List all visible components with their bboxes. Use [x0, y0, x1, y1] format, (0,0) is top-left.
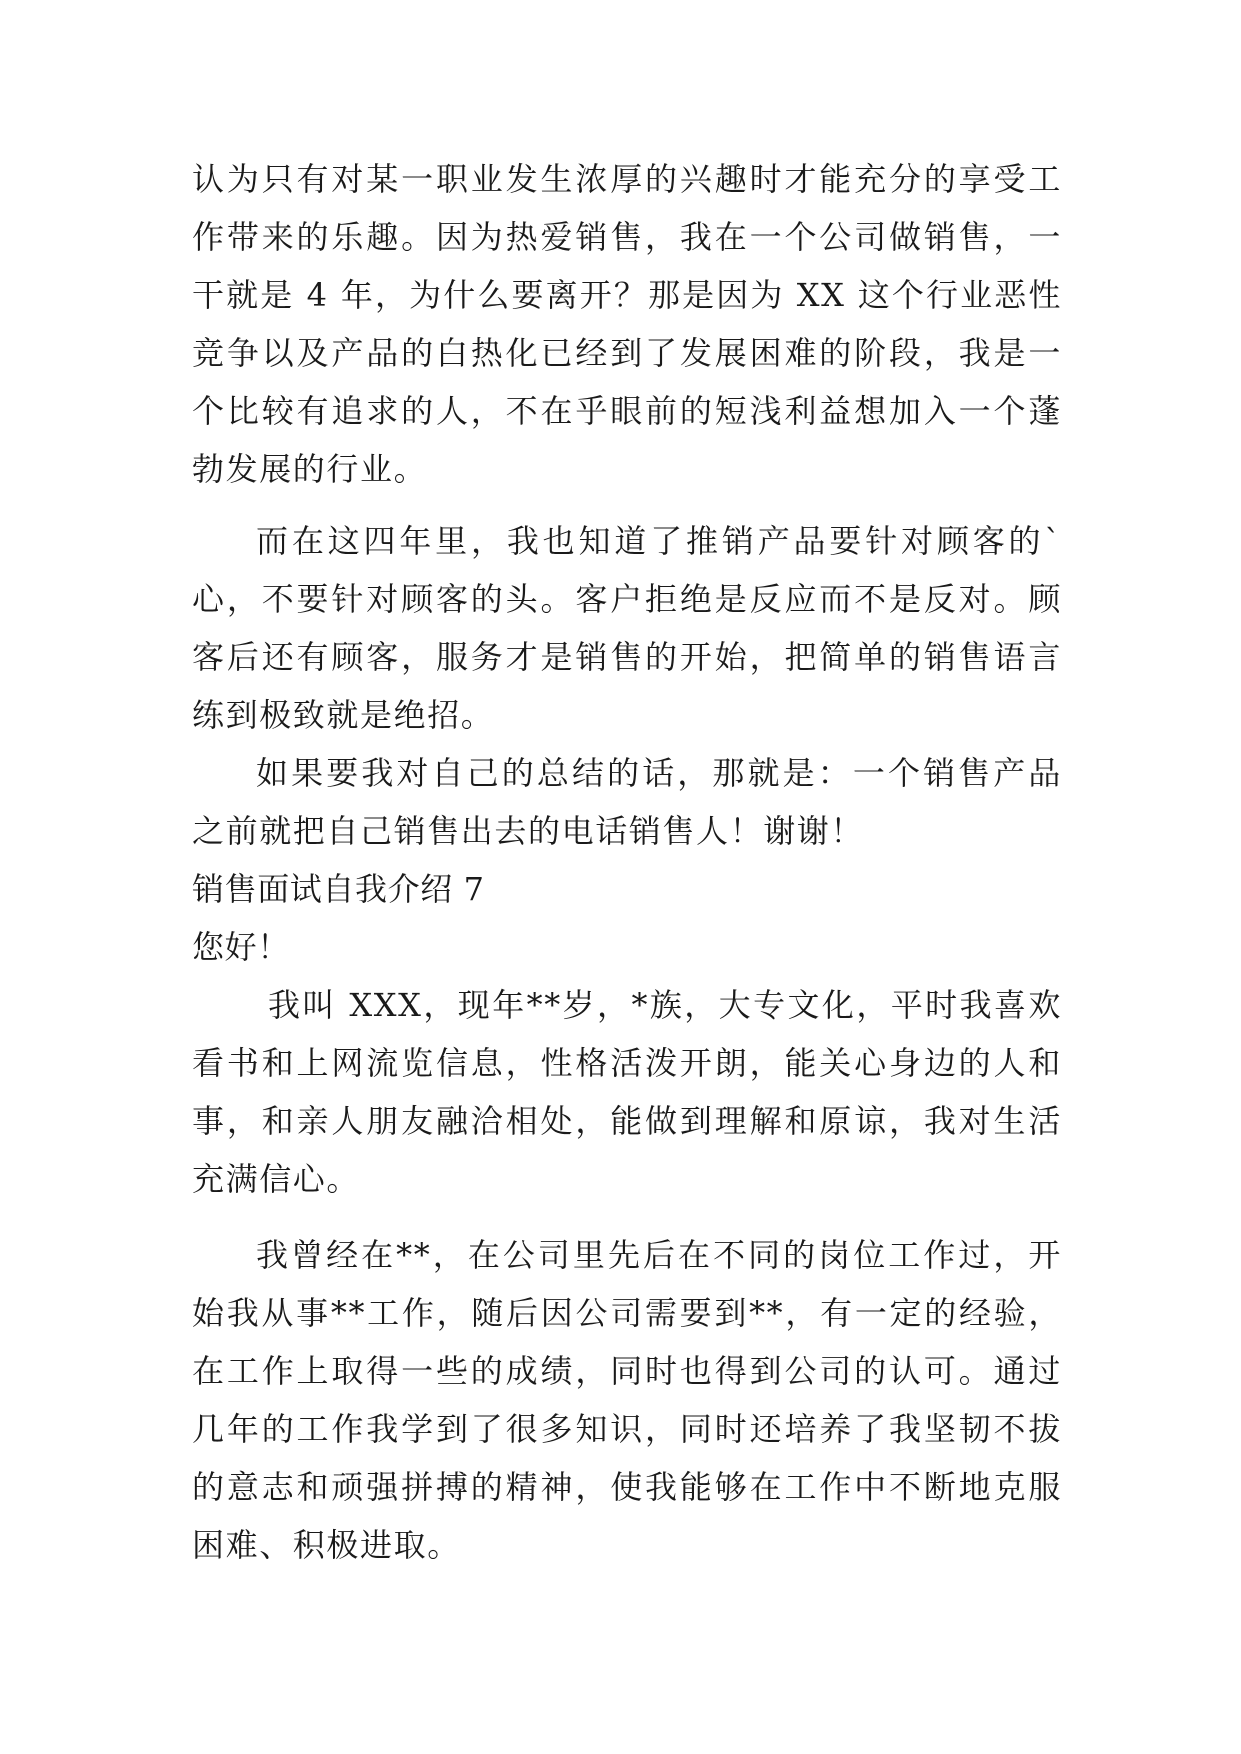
body-paragraph: 我叫 XXX，现年**岁，*族，大专文化，平时我喜欢看书和上网流览信息，性格活泼开朗，能关心身边的人和事，和亲人朋友融洽相处，能做到理解和原谅，我对生活充满信心。: [192, 986, 1062, 1198]
document-body: [192, 150, 1062, 1574]
body-paragraph: 而在这四年里，我也知道了推销产品要针对顾客的`心，不要针对顾客的头。客户拒绝是反应而不是反对。顾客后还有顾客，服务才是销售的开始，把简单的销售语言练到极致就是绝招。: [192, 522, 1062, 734]
section-title: 销售面试自我介绍 7: [192, 870, 485, 908]
body-paragraph: 认为只有对某一职业发生浓厚的兴趣时才能充分的享受工作带来的乐趣。因为热爱销售，我在一个公司做销售，一干就是 4 年，为什么要离开？那是因为 XX 这个行业恶性竞争以及产品的白热化已经到了发展困难的阶段，我是一个比较有追求的人，不在乎眼前的短浅利益想加入一个蓬勃发展的行业。: [192, 160, 1062, 488]
body-paragraph: 我曾经在**，在公司里先后在不同的岗位工作过，开始我从事**工作，随后因公司需要到**，有一定的经验，在工作上取得一些的成绩，同时也得到公司的认可。通过几年的工作我学到了很多知识，同时还培养了我坚韧不拔的意志和顽强拼搏的精神，使我能够在工作中不断地克服困难、积极进取。: [192, 1236, 1062, 1564]
greeting-line: 您好！: [192, 928, 290, 966]
body-paragraph: 如果要我对自己的总结的话，那就是：一个销售产品之前就把自己销售出去的电话销售人！谢谢！: [192, 754, 1062, 850]
